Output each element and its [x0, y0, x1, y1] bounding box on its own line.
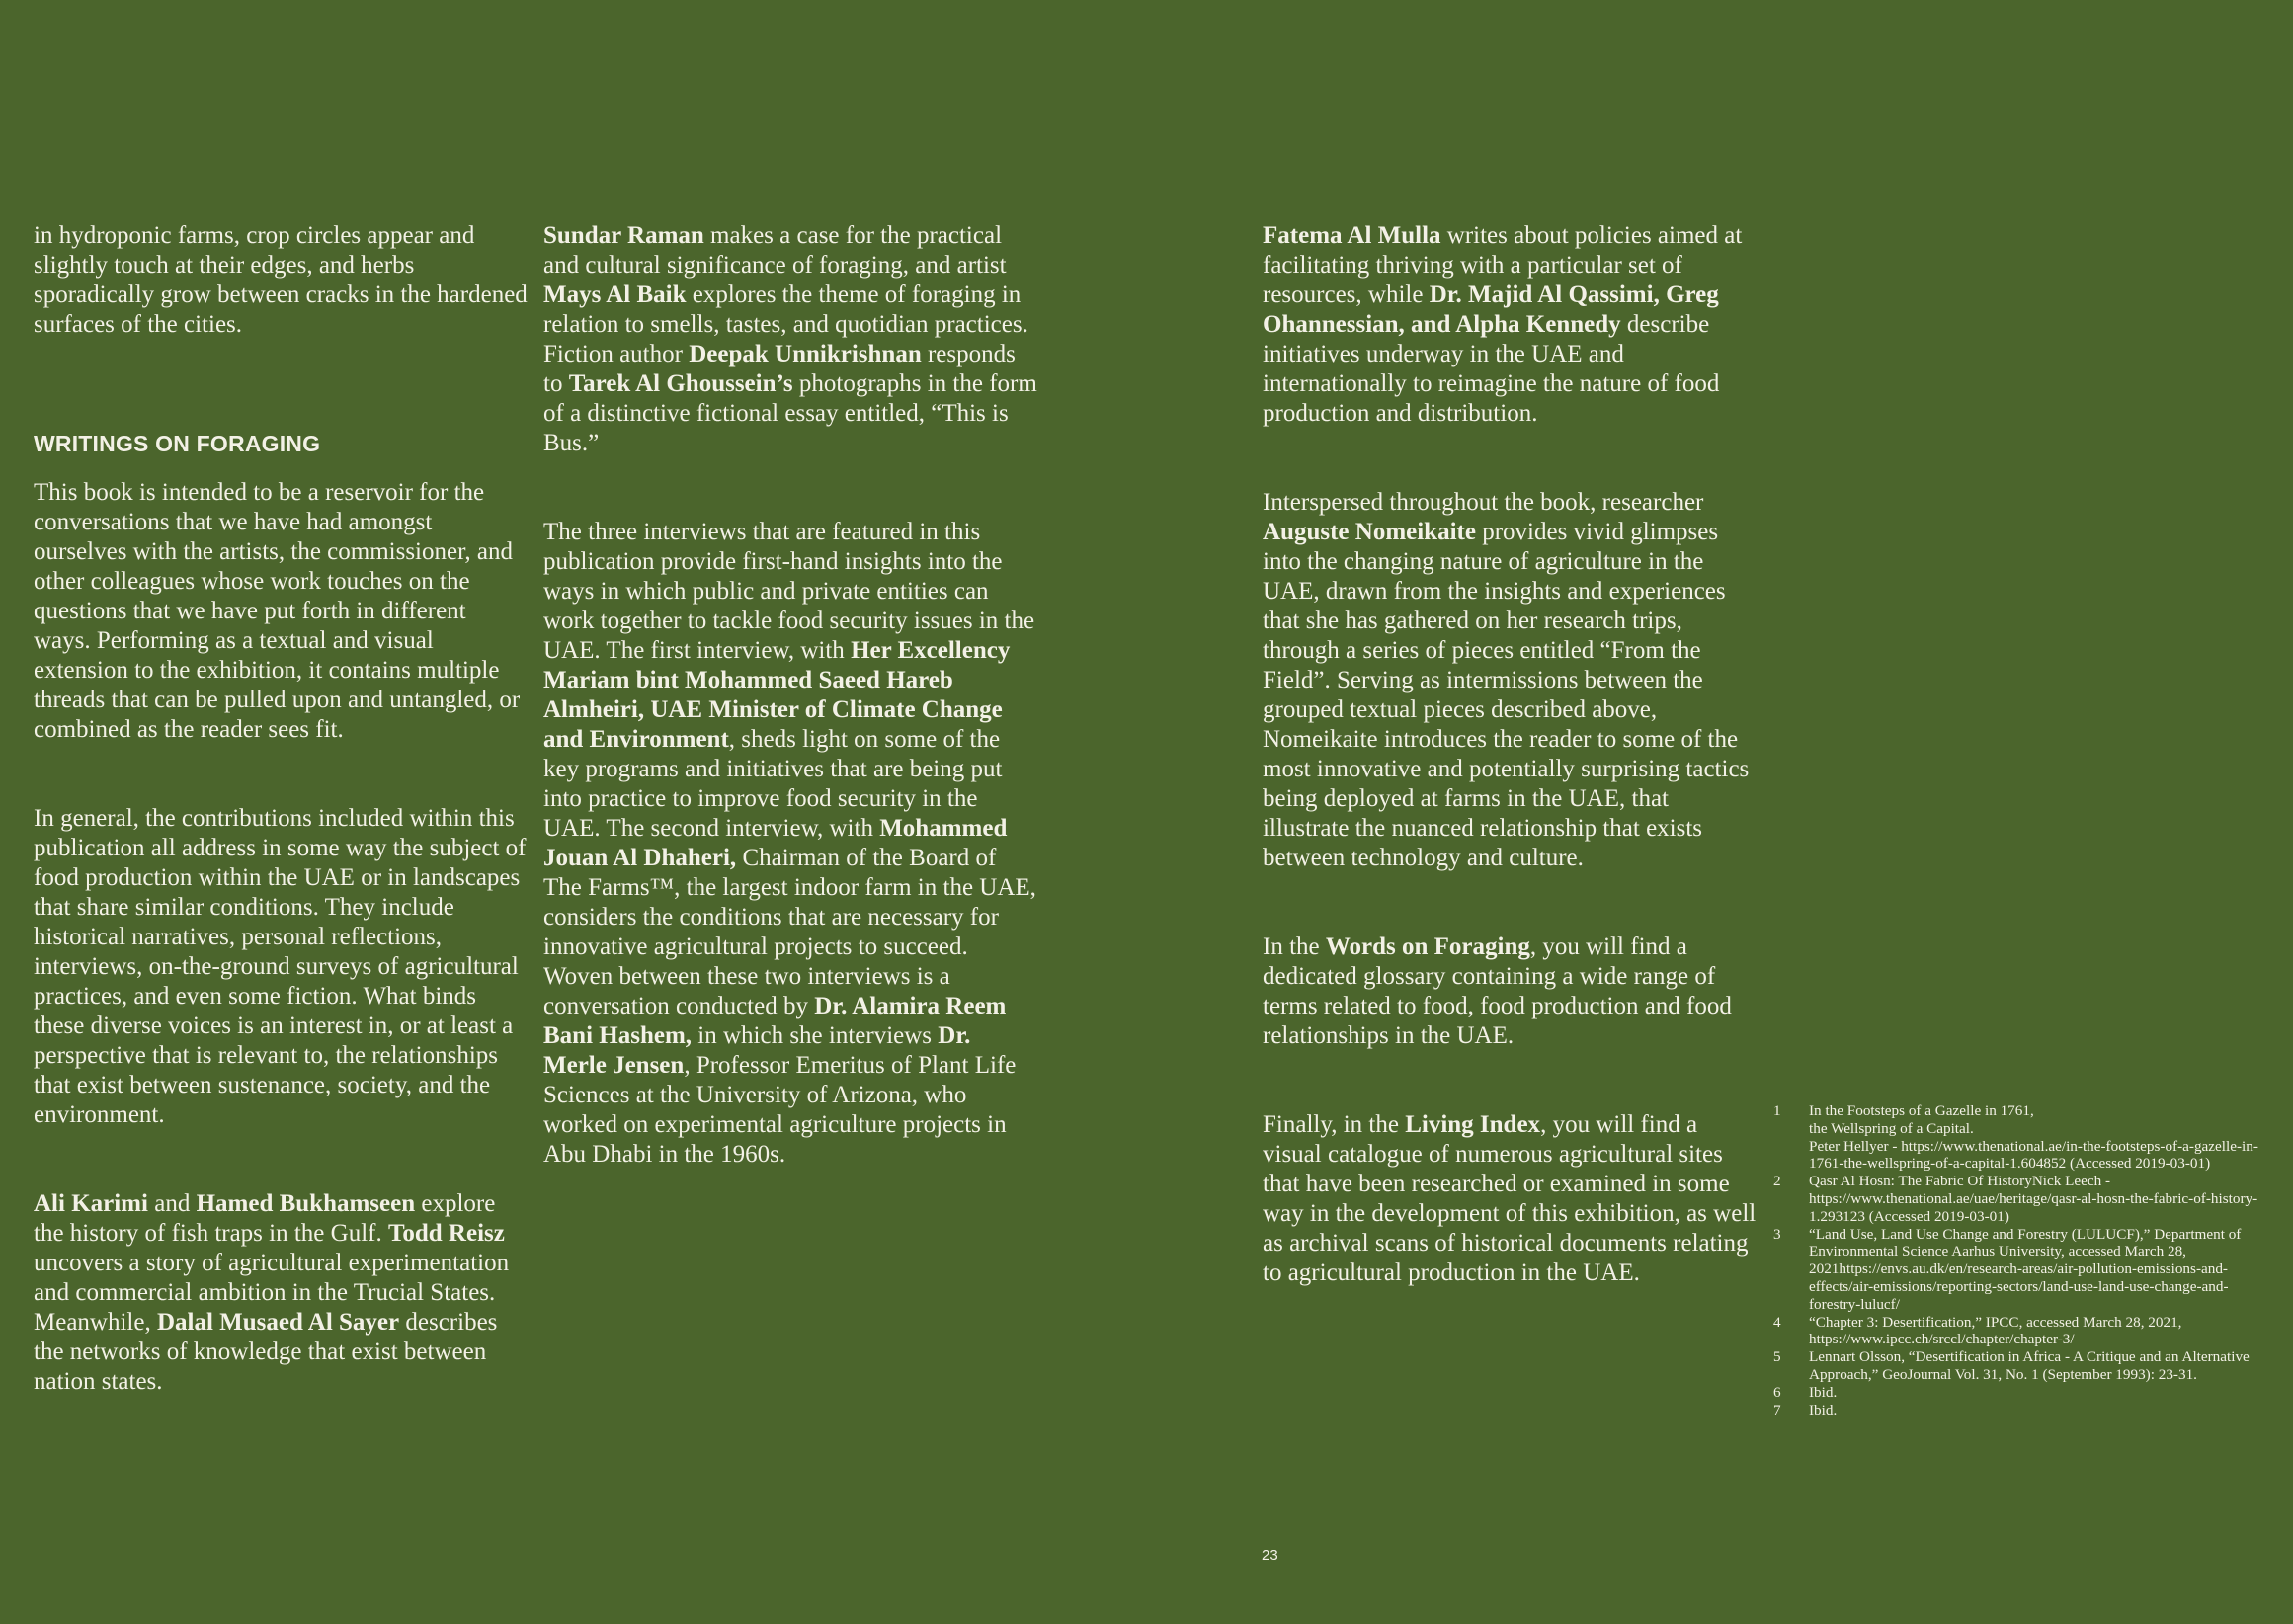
bold-name: Dalal Musaed Al Sayer: [156, 1309, 400, 1336]
column-left: [34, 221, 528, 1397]
footnote-text: Ibid.: [1809, 1383, 1838, 1401]
footnote-text: “Land Use, Land Use Change and Forestry (LULUCF),” Department of Environmental Science Aarhus University, accessed March 28, 2021https://envs.au.dk/en/research-areas/air-pollution-emissions-and-effects/air-emissions/reporting-sectors/land-use-land-use-change-and-forestry-lulucf/: [1809, 1225, 2242, 1313]
text-run: , Professor Emeritus of Plant Life Sciences at the University of Arizona, who worked on experimental agriculture projects in Abu Dhabi in the 1960s.: [543, 1052, 1017, 1168]
text-run: uncovers a story of agricultural experimentation and commercial ambition in the Trucial States. Meanwhile,: [34, 1250, 510, 1336]
text-run: responds to: [543, 341, 1016, 397]
intro-paragraph: in hydroponic farms, crop circles appear and slightly touch at their edges, and herbs sporadically grow between cracks in the hardened surfaces of the cities.: [34, 222, 528, 338]
text-run: provides vivid glimpses into the changing nature of agriculture in the UAE, drawn from the insights and experiences that she has gathered on her research trips, through a series of pieces entitled “From the Field”. Serving as intermissions between the grouped textual pieces described above, Nomeikaite introduces the reader to some of the most innovative and potentially surprising tactics being deployed at farms in the UAE, that illustrate the nuanced relationship that exists between technology and culture.: [1263, 519, 1750, 871]
bold-name: Mays Al Baik: [543, 282, 687, 308]
column-right: [1263, 221, 1757, 1288]
contributions-paragraph: In general, the contributions included within this publication all address in some way the subject of food production within the UAE or in landscapes that share similar conditions. They include historical narratives, personal reflections, interviews, on-the-ground surveys of agricultural practices, and even some fiction. What binds these diverse voices is an interest in, or at least a perspective that is relevant to, the relationships that exist between sustenance, society, and the environment.: [34, 805, 527, 1128]
footnote-number: 1: [1773, 1102, 1781, 1119]
text-run: explore the history of fish traps in the Gulf.: [34, 1190, 496, 1247]
footnote: [1773, 1348, 2267, 1384]
bold-name: Hamed Bukhamseen: [196, 1190, 416, 1217]
text-run: explores the theme of foraging in relation to smells, tastes, and quotidian practices. Fiction author: [543, 282, 1028, 367]
glossary-paragraph: [1263, 933, 1757, 1051]
reservoir-paragraph: This book is intended to be a reservoir for the conversations that we have had amongst ourselves with the artists, the commissioner, and other colleagues whose work touches on the questions that we have put forth in different ways. Performing as a textual and visual extension to the exhibition, it contains multiple threads that can be pulled upon and untangled, or combined as the reader sees fit.: [34, 479, 521, 743]
footnote-number: 4: [1773, 1313, 1781, 1331]
bold-name: Dr. Majid Al Qassimi, Greg Ohannessian, and Alpha Kennedy: [1263, 282, 1719, 338]
footnote-text: Lennart Olsson, “Desertification in Africa - A Critique and an Alternative Approach,” GeoJournal Vol. 31, No. 1 (September 1993): 23-31.: [1809, 1348, 2250, 1383]
text-run: writes about policies aimed at facilitating thriving with a particular set of resources, while: [1263, 222, 1743, 308]
living-index-paragraph: [1263, 1110, 1757, 1288]
text-run: photographs in the form of a distinctive fictional essay entitled, “This is Bus.”: [543, 370, 1037, 456]
bold-name: Dr. Alamira Reem Bani Hashem,: [543, 993, 1007, 1049]
policies-paragraph: [1263, 221, 1757, 429]
bold-name: Living Index: [1405, 1111, 1541, 1138]
footnote: [1773, 1226, 2267, 1314]
contributors-paragraph: [34, 1189, 528, 1397]
text-run: and: [147, 1190, 197, 1217]
section-heading: WRITINGS ON FORAGING: [34, 431, 321, 456]
bold-name: Deepak Unnikrishnan: [689, 341, 922, 367]
footnote-text: “Chapter 3: Desertification,” IPCC, accessed March 28, 2021, https://www.ipcc.ch/srccl/chapter/chapter-3/: [1809, 1313, 2182, 1348]
from-the-field-paragraph: [1263, 488, 1757, 873]
footnote-number: 7: [1773, 1401, 1781, 1419]
text-run: in which she interviews: [692, 1022, 939, 1049]
bold-name: Ali Karimi: [34, 1190, 148, 1217]
column-middle: [543, 221, 1037, 1170]
text-run: Finally, in the: [1263, 1111, 1406, 1138]
footnotes: [1773, 1102, 2267, 1419]
text-run: makes a case for the practical and cultural significance of foraging, and artist: [543, 222, 1007, 279]
footnote-text: Ibid.: [1809, 1401, 1838, 1419]
footnote-text: Qasr Al Hosn: The Fabric Of HistoryNick Leech - https://www.thenational.ae/uae/heritage/qasr-al-hosn-the-fabric-of-history-1.293123 (Accessed 2019-03-01): [1809, 1173, 2258, 1225]
text-run: , you will find a visual catalogue of numerous agricultural sites that have been researched or examined in some way in the development of this exhibition, as well as archival scans of historical documents relating to agricultural production in the UAE.: [1263, 1111, 1757, 1286]
footnote: [1773, 1402, 2267, 1420]
bold-name: Fatema Al Mulla: [1263, 222, 1441, 249]
page-number: 23: [1262, 1547, 1278, 1564]
footnote-number: 3: [1773, 1225, 1781, 1243]
footnote-number: 5: [1773, 1348, 1781, 1366]
text-run: Chairman of the Board of The Farms™, the largest indoor farm in the UAE, considers the conditions that are necessary for innovative agricultural projects to succeed. Woven between these two interviews is a conversation conducted by: [543, 845, 1036, 1019]
footnote: [1773, 1314, 2267, 1349]
text-run: describes the networks of knowledge that exist between nation states.: [34, 1309, 498, 1395]
bold-name: Words on Foraging: [1325, 934, 1530, 960]
text-run: Interspersed throughout the book, researcher: [1263, 489, 1704, 516]
text-run: The three interviews that are featured in this publication provide first-hand insights into the ways in which public and private entities can work together to tackle food security issues in the UAE. The first interview, with: [543, 519, 1035, 664]
bold-name: Her Excellency Mariam bint Mohammed Saeed Hareb Almheiri, UAE Minister of Climate Change and Environment: [543, 637, 1011, 753]
bold-name: Auguste Nomeikaite: [1263, 519, 1476, 545]
footnote: [1773, 1173, 2267, 1225]
text-run: , sheds light on some of the key programs and initiatives that are being put into practice to improve food security in the UAE. The second interview, with: [543, 726, 1003, 842]
footnote-text: In the Footsteps of a Gazelle in 1761, the Wellspring of a Capital. Peter Hellyer - https://www.thenational.ae/in-the-footsteps-of-a-gazelle-in-1761-the-wellspring-of-a-capital-1.604852 (Accessed 2019-03-01): [1809, 1102, 2258, 1173]
bold-name: Mohammed Jouan Al Dhaheri,: [543, 815, 1008, 871]
interviews-paragraph: [543, 518, 1037, 1170]
bold-name: Sundar Raman: [543, 222, 704, 249]
foraging-authors-paragraph: [543, 221, 1037, 458]
bold-name: Tarek Al Ghoussein’s: [568, 370, 793, 397]
bold-name: Todd Reisz: [387, 1220, 505, 1247]
text-run: In the: [1263, 934, 1326, 960]
bold-name: Dr. Merle Jensen: [543, 1022, 971, 1079]
footnote: [1773, 1102, 2267, 1173]
text-run: describe initiatives underway in the UAE and internationally to reimagine the nature of food production and distribution.: [1263, 311, 1720, 427]
text-run: , you will find a dedicated glossary containing a wide range of terms related to food, food production and food relationships in the UAE.: [1263, 934, 1732, 1049]
footnote: [1773, 1384, 2267, 1402]
footnote-number: 2: [1773, 1173, 1781, 1190]
footnote-number: 6: [1773, 1383, 1781, 1401]
